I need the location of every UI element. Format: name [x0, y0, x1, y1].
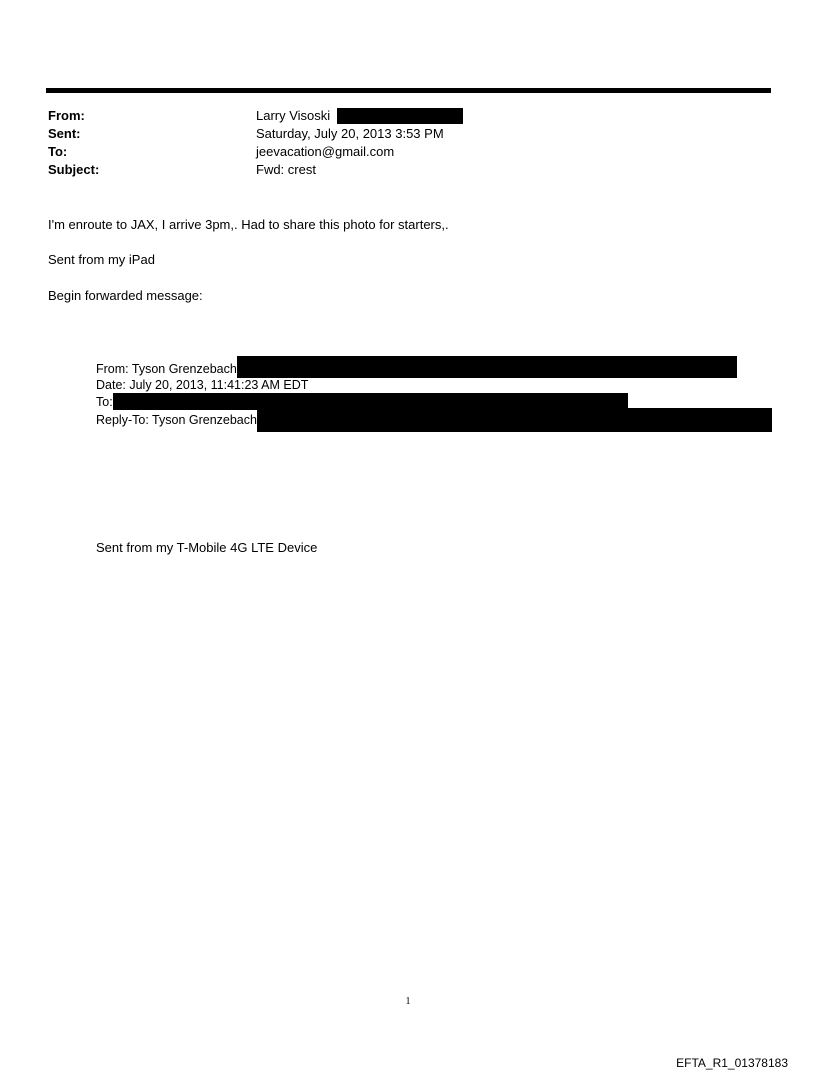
to-value: jeevacation@gmail.com [256, 144, 395, 159]
fwd-date-line: Date: July 20, 2013, 11:41:23 AM EDT [96, 378, 309, 392]
from-label: From: [48, 108, 85, 123]
header-divider-rule [46, 88, 771, 93]
fwd-device-signature: Sent from my T-Mobile 4G LTE Device [96, 540, 318, 555]
subject-label: Subject: [48, 162, 100, 177]
fwd-to-text: To: [96, 395, 113, 409]
fwd-reply-to-line [96, 413, 772, 432]
sent-value: Saturday, July 20, 2013 3:53 PM [256, 126, 444, 141]
redaction-block [237, 356, 737, 378]
fwd-reply-to-text: Reply-To: Tyson Grenzebach [96, 413, 257, 427]
fwd-from-line [96, 362, 737, 378]
fwd-from-text: From: Tyson Grenzebach [96, 362, 237, 376]
subject-value: Fwd: crest [256, 162, 316, 177]
page-number: 1 [405, 996, 411, 1007]
sent-label: Sent: [48, 126, 81, 141]
redaction-block [337, 108, 463, 124]
from-value [256, 107, 463, 125]
ipad-signature: Sent from my iPad [48, 252, 155, 267]
redaction-block [257, 408, 772, 432]
from-sender-name: Larry Visoski [256, 108, 331, 123]
bates-number: EFTA_R1_01378183 [676, 1056, 788, 1070]
forwarded-intro: Begin forwarded message: [48, 288, 203, 303]
message-body-line: I'm enroute to JAX, I arrive 3pm,. Had to share this photo for starters,. [48, 217, 449, 232]
to-label: To: [48, 144, 68, 159]
